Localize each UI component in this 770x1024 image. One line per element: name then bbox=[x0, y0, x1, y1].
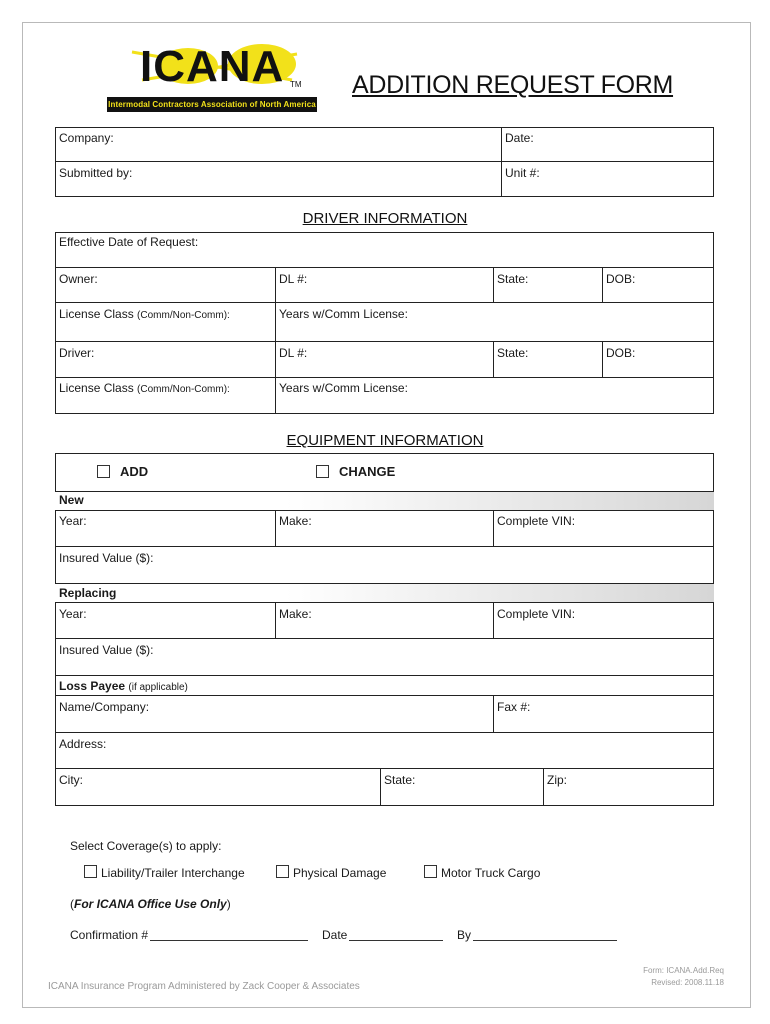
loss-payee-heading bbox=[59, 679, 188, 695]
footer-form-id: Form: ICANA.Add.Req bbox=[643, 966, 724, 975]
driver-years-comm-field[interactable]: Years w/Comm License: bbox=[279, 381, 408, 395]
new-vin-field[interactable]: Complete VIN: bbox=[497, 514, 576, 528]
replacing-vin-field[interactable]: Complete VIN: bbox=[497, 607, 576, 621]
replacing-band bbox=[55, 583, 714, 602]
office-date-input[interactable] bbox=[349, 929, 443, 941]
coverage-prompt: Select Coverage(s) to apply: bbox=[70, 839, 222, 853]
owner-state-field[interactable]: State: bbox=[497, 272, 529, 286]
logo-trademark: TM bbox=[290, 80, 302, 89]
zip-field[interactable]: Zip: bbox=[547, 773, 568, 787]
owner-dl-field[interactable]: DL #: bbox=[279, 272, 308, 286]
driver-state-field[interactable]: State: bbox=[497, 346, 529, 360]
confirmation-input[interactable] bbox=[150, 929, 308, 941]
confirmation-label: Confirmation # bbox=[70, 928, 149, 942]
loss-payee-title: Loss Payee bbox=[59, 679, 126, 693]
owner-years-comm-field[interactable]: Years w/Comm License: bbox=[279, 307, 408, 321]
change-checkbox[interactable] bbox=[316, 465, 329, 478]
submitted-by-field[interactable]: Submitted by: bbox=[59, 166, 133, 180]
loss-payee-note: (if applicable) bbox=[128, 682, 188, 693]
logo-banner: Intermodal Contractors Association of North America bbox=[107, 97, 317, 112]
replacing-insured-value-field[interactable]: Insured Value ($): bbox=[59, 643, 154, 657]
owner-field[interactable]: Owner: bbox=[59, 272, 98, 286]
replacing-label: Replacing bbox=[59, 586, 117, 600]
loss-payee-state-field[interactable]: State: bbox=[384, 773, 416, 787]
license-class-label: License Class bbox=[59, 307, 134, 321]
date-field[interactable]: Date: bbox=[505, 131, 534, 145]
license-class-note: (Comm/Non-Comm): bbox=[137, 384, 230, 395]
name-company-field[interactable]: Name/Company: bbox=[59, 700, 150, 714]
add-checkbox[interactable] bbox=[97, 465, 110, 478]
new-label: New bbox=[59, 493, 84, 507]
office-use-text: For ICANA Office Use Only bbox=[74, 897, 227, 911]
new-make-field[interactable]: Make: bbox=[279, 514, 312, 528]
motor-truck-cargo-label: Motor Truck Cargo bbox=[441, 866, 541, 880]
replacing-year-field[interactable]: Year: bbox=[59, 607, 87, 621]
liability-label: Liability/Trailer Interchange bbox=[101, 866, 245, 880]
new-band bbox=[55, 491, 714, 510]
equipment-section-title: EQUIPMENT INFORMATION bbox=[286, 432, 484, 449]
by-input[interactable] bbox=[473, 929, 617, 941]
add-label: ADD bbox=[120, 464, 149, 479]
liability-checkbox[interactable] bbox=[84, 865, 97, 878]
driver-section-title: DRIVER INFORMATION bbox=[302, 210, 468, 227]
driver-license-class-field[interactable] bbox=[59, 381, 230, 397]
city-field[interactable]: City: bbox=[59, 773, 83, 787]
by-label: By bbox=[457, 928, 472, 942]
header-box bbox=[55, 127, 714, 197]
new-insured-value-field[interactable]: Insured Value ($): bbox=[59, 551, 154, 565]
driver-field[interactable]: Driver: bbox=[59, 346, 95, 360]
footer-revised: Revised: 2008.11.18 bbox=[651, 978, 724, 987]
unit-field[interactable]: Unit #: bbox=[505, 166, 540, 180]
driver-dl-field[interactable]: DL #: bbox=[279, 346, 308, 360]
new-year-field[interactable]: Year: bbox=[59, 514, 87, 528]
effective-date-field[interactable]: Effective Date of Request: bbox=[59, 235, 199, 249]
owner-dob-field[interactable]: DOB: bbox=[606, 272, 636, 286]
motor-truck-cargo-checkbox[interactable] bbox=[424, 865, 437, 878]
footer-form-info bbox=[600, 965, 724, 989]
office-use-label: (For ICANA Office Use Only) bbox=[70, 897, 231, 911]
physical-damage-label: Physical Damage bbox=[293, 866, 387, 880]
logo-mark: ICANA bbox=[140, 42, 285, 91]
change-label: CHANGE bbox=[339, 464, 396, 479]
address-field[interactable]: Address: bbox=[59, 737, 107, 751]
owner-license-class-field[interactable] bbox=[59, 307, 230, 323]
form-title: ADDITION REQUEST FORM bbox=[352, 71, 674, 99]
fax-field[interactable]: Fax #: bbox=[497, 700, 531, 714]
physical-damage-checkbox[interactable] bbox=[276, 865, 289, 878]
driver-dob-field[interactable]: DOB: bbox=[606, 346, 636, 360]
license-class-note: (Comm/Non-Comm): bbox=[137, 310, 230, 321]
license-class-label: License Class bbox=[59, 381, 134, 395]
footer-administrator: ICANA Insurance Program Administered by Zack Cooper & Associates bbox=[48, 981, 360, 992]
company-field[interactable]: Company: bbox=[59, 131, 114, 145]
replacing-make-field[interactable]: Make: bbox=[279, 607, 312, 621]
office-date-label: Date bbox=[322, 928, 348, 942]
